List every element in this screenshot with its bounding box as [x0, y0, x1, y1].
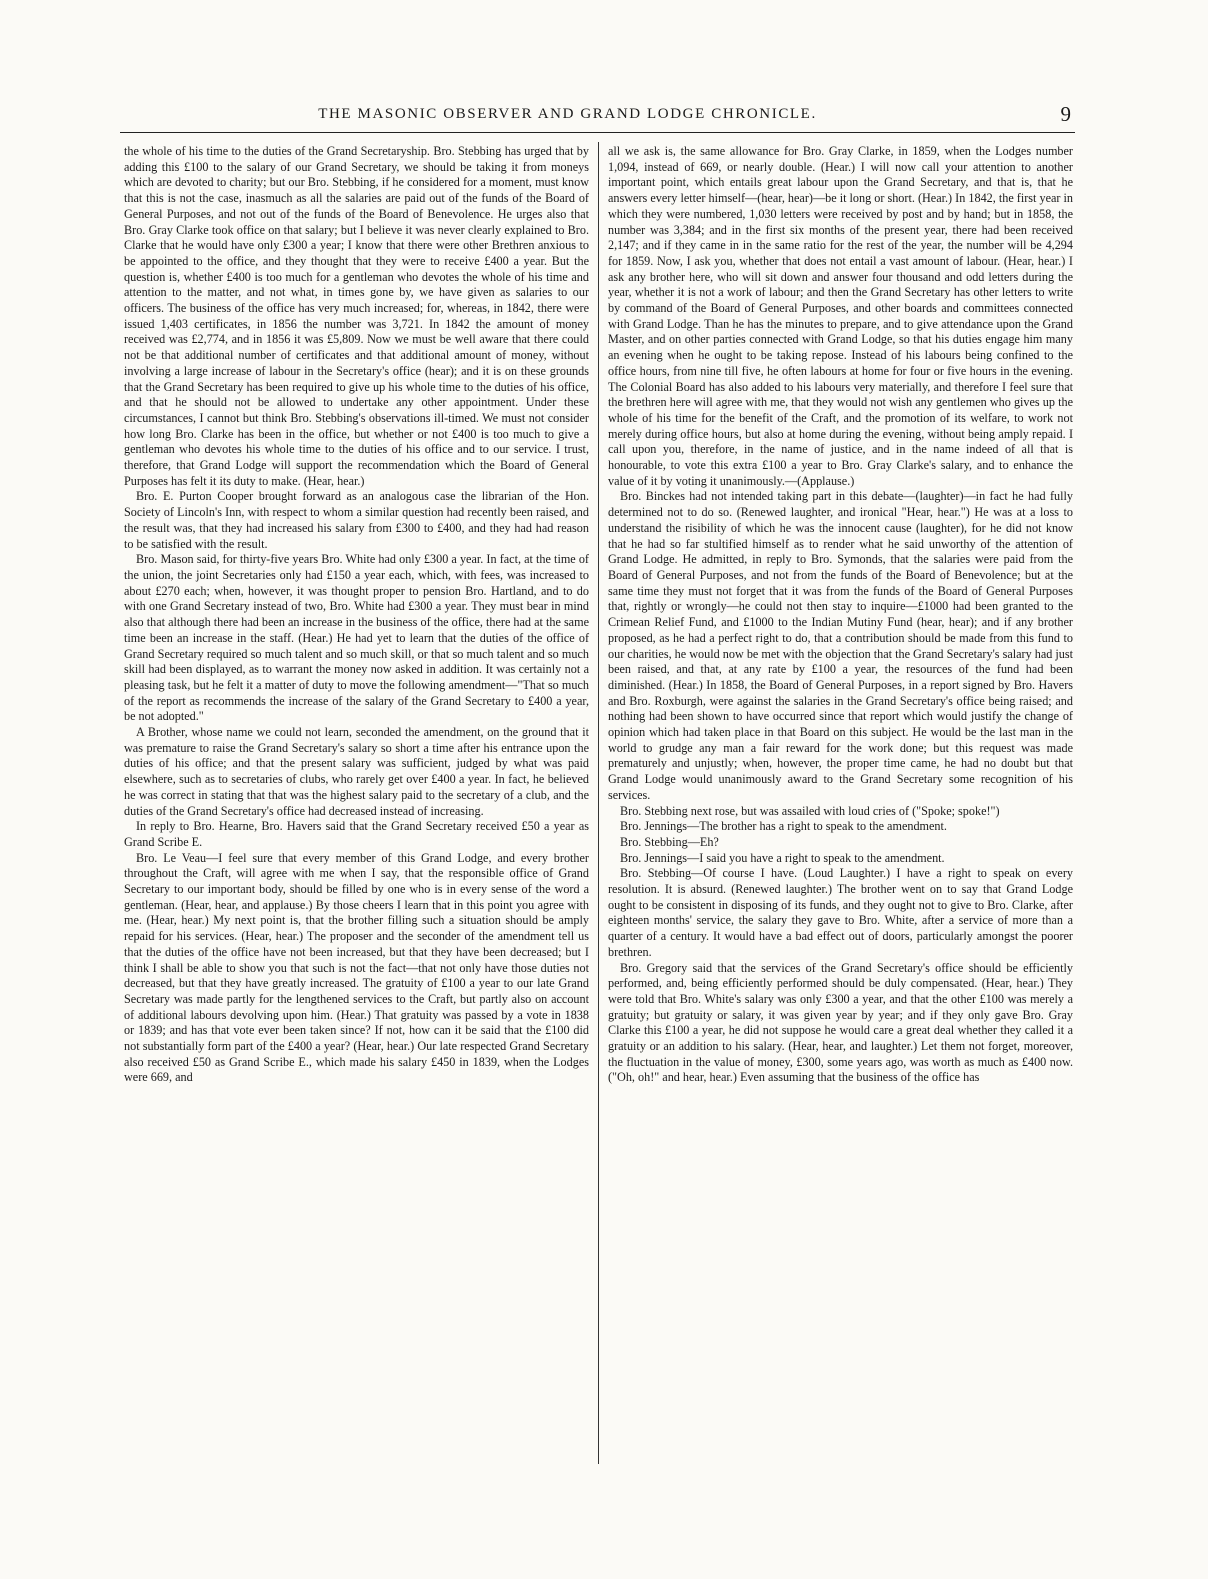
page-number: 9 [1060, 102, 1071, 126]
right-column [608, 144, 1073, 1086]
paragraph: Bro. Gregory said that the services of the Grand Secretary's office should be efficiently performed, and, being efficiently performed should be duly compensated. (Hear, hear.) They were told that Bro. White's salary was only £300 a year, and that the other £100 was merely a gratuity; but gratuity or salary, it was given year by year; and if they only gave Bro. Gray Clarke this £100 a year, he did not suppose he would care a great deal whether they called it a gratuity or an addition to his salary. (Hear, hear, and laughter.) Let them not forget, moreover, the fluctuation in the value of money, £300, some years ago, was worth as much as £400 now. ("Oh, oh!" and hear, hear.) Even assuming that the business of the office has [608, 960, 1073, 1085]
paragraph: Bro. Jennings—The brother has a right to speak to the amendment. [620, 819, 947, 834]
paragraph: Bro. E. Purton Cooper brought forward as an analogous case the librarian of the Hon. Society of Lincoln's Inn, with respect to whom a similar question had recently been raised, and the result was, that they had increased his salary from £300 to £400, and they had had reason to be satisfied with the result. [124, 489, 589, 551]
paragraph: Bro. Binckes had not intended taking part in this debate—(laughter)—in fact he had fully determined not to do so. (Renewed laughter, and ironical "Hear, hear.") He was at a loss to understand the risibility of which he was the innocent cause (laughter), for he did not know that he had so far stultified himself as to render what he said unworthy of the attention of Grand Lodge. He admitted, in reply to Bro. Symonds, that the salaries were paid from the Board of General Purposes, and not from the funds of the Board of Benevolence; but at the same time they must not forget that it was from the funds of the Board of General Purposes that, rightly or wrongly—he could not then stay to inquire—£1000 had been granted to the Crimean Relief Fund, and £1000 to the Indian Mutiny Fund (hear, hear); and if any brother proposed, as he had a perfect right to do, that a contribution should be made from this fund to our charities, he would now be met with the objection that the Grand Secretary's salary had just been raised, and that, at any rate by £100 a year, the resources of the fund had been diminished. (Hear.) In 1858, the Board of General Purposes, in a report signed by Bro. Havers and Bro. Roxburgh, were against the salaries in the Grand Secretary's office being raised; and nothing had been shown to have occurred since that report which would justify the change of opinion which had taken place in that Board on this subject. He would be the last man in the world to grudge any man a fair reward for the work done; but this request was made prematurely and unjustly; when, however, the proper time came, he had no doubt but that Grand Lodge would unanimously award to the Grand Secretary some recognition of his services. [608, 489, 1073, 802]
running-title: THE MASONIC OBSERVER AND GRAND LODGE CHRONICLE. [318, 106, 817, 122]
paragraph: Bro. Le Veau—I feel sure that every member of this Grand Lodge, and every brother throughout the Craft, will agree with me when I say, that the responsible office of Grand Secretary to our important body, should be filled by one who is in every sense of the word a gentleman. (Hear, hear, and applause.) By those cheers I learn that in this point you agree with me. (Hear, hear.) My next point is, that the brother filling such a situation should be amply repaid for his services. (Hear, hear.) The proposer and the seconder of the amendment tell us that the duties of the office have not been increased, but that they have been decreased; but I think I shall be able to show you that such is not the fact—that not only have those duties not decreased, but that they have greatly increased. The gratuity of £100 a year to our late Grand Secretary was made partly for the lengthened services to the Craft, but partly also on account of additional labours devolving upon him. (Hear.) That gratuity was passed by a vote in 1838 or 1839; and has that vote ever been taken since? If not, how can it be said that the £100 did not substantially form part of the £400 a year? (Hear, hear.) Our late respected Grand Secretary also received £50 as Grand Scribe E., which made his salary £450 in 1839, when the Lodges were 669, and [124, 850, 589, 1085]
header-rule [120, 132, 1075, 133]
column-divider [598, 142, 599, 1464]
paragraph: Bro. Mason said, for thirty-five years Bro. White had only £300 a year. In fact, at the time of the union, the joint Secretaries only had £150 a year each, which, with fees, was increased to about £270 each; when, however, it was thought proper to pension Bro. Hartland, and to do with one Grand Secretary instead of two, Bro. White had £300 a year. They must bear in mind also that although there had been an increase in the business of the office, there had at the same time been an increase in the staff. (Hear.) He had yet to learn that the duties of the office of Grand Secretary required so much talent and so much skill, or that so much talent and so much skill had been displayed, as to warrant the money now asked in addition. It was certainly not a pleasing task, but he felt it a matter of duty to move the following amendment—"That so much of the report as recommends the increase of the salary of the Grand Secretary to £400 a year, be not adopted." [124, 552, 589, 724]
left-column [124, 144, 589, 1086]
paragraph: the whole of his time to the duties of the Grand Secretaryship. Bro. Stebbing has urged that by adding this £100 to the salary of our Grand Secretary, we should be taking it from moneys which are devoted to charity; but our Bro. Stebbing, if he considered for a moment, must know that this is not the case, inasmuch as all the salaries are paid out of the funds of the Board of General Purposes, and not out of the funds of the Board of Benevolence. He urges also that Bro. Gray Clarke took office on that salary; but I believe it was never clearly explained to Bro. Clarke that he would have only £300 a year; I know that there were other Brethren anxious to be appointed to the office, and they thought that they were to receive £400 a year. But the question is, whether £400 is too much for a gentleman who devotes the whole of his time and attention to the matter, and not what, in times gone by, we have given as salaries to our officers. The business of the office has very much increased; for, whereas, in 1842, there were issued 1,403 certificates, in 1856 the number was 3,721. In 1842 the amount of money received was £2,774, and in 1856 it was £5,809. Now we must be well aware that there could not be that additional number of certificates and that additional amount of money, without involving a large increase of labour in the Secretary's office (hear); and it is on these grounds that the Grand Secretary has been required to give up his whole time to the duties of his office, and that he should not be allowed to undertake any other appointment. Under these circumstances, I cannot but think Bro. Stebbing's observations ill-timed. We must not consider how long Bro. Clarke has been in the office, but whether or not £400 is too much to give a gentleman who devotes his whole time to the duties of his office and to our service. I trust, therefore, that Grand Lodge will support the recommendation which the Board of General Purposes has felt it its duty to make. (Hear, hear.) [124, 144, 589, 488]
paragraph: Bro. Stebbing—Eh? [620, 834, 719, 849]
paragraph: Bro. Stebbing next rose, but was assailed with loud cries of ("Spoke; spoke!") [620, 803, 1000, 818]
paragraph: A Brother, whose name we could not learn, seconded the amendment, on the ground that it was premature to raise the Grand Secretary's salary so short a time after his entrance upon the duties of his office; and that the present salary was sufficient, judged by what was paid elsewhere, such as to secretaries of clubs, who rarely get over £400 a year. In fact, he believed he was correct in stating that that was the highest salary paid to the secretary of a club, and the duties of the Grand Secretary's office had decreased instead of increasing. [124, 725, 589, 818]
page-header [120, 104, 1075, 130]
paragraph: Bro. Jennings—I said you have a right to speak to the amendment. [620, 850, 945, 865]
paragraph: Bro. Stebbing—Of course I have. (Loud Laughter.) I have a right to speak on every resolution. It is absurd. (Renewed laughter.) The brother went on to say that Grand Lodge ought to be consistent in disposing of its funds, and they ought not to give to Bro. Clarke, after eighteen months' service, the salary they gave to Bro. White, after a service of more than a quarter of a century. It would have a bad effect out of doors, particularly amongst the poorer brethren. [608, 866, 1073, 959]
paragraph: In reply to Bro. Hearne, Bro. Havers said that the Grand Secretary received £50 a year as Grand Scribe E. [124, 819, 589, 849]
paragraph: all we ask is, the same allowance for Bro. Gray Clarke, in 1859, when the Lodges number 1,094, instead of 669, or nearly double. (Hear.) I will now call your attention to another important point, which entails great labour upon the Grand Secretary, and that is, that he answers every letter himself—(hear, hear)—be it long or short. (Hear.) In 1842, the first year in which they were numbered, 1,030 letters were received by post and by hand; but in 1858, the number was 3,384; and in the first six months of the present year, there had been received 2,147; and if they came in in the same ratio for the rest of the year, the number will be 4,294 for 1859. Now, I ask you, whether that does not entail a vast amount of labour. (Hear, hear.) I ask any brother here, who will sit down and answer four thousand and odd letters during the year, whether it is not a work of labour; and then the Grand Secretary has other letters to write by command of the Board of General Purposes, and other boards and committees connected with Grand Lodge. Than he has the minutes to prepare, and to give attendance upon the Grand Master, and on other parties connected with Grand Lodge, so that his duties engage him many an evening when he ought to be taking repose. Instead of his labours being confined to the office hours, from nine till five, he often labours at home for four or five hours in the evening. The Colonial Board has also added to his labours very materially, and therefore I feel sure that the brethren here will agree with me, that they would not wish any gentlemen who gives up the whole of his time for the benefit of the Craft, and the promotion of its welfare, to work not merely during office hours, but also at home during the evening, without being amply repaid. I call upon you, therefore, in the name of justice, and in the name indeed of all that is honourable, to vote this extra £100 a year to Bro. Gray Clarke's salary, and to enhance the value of it by voting it unanimously.—(Applause.) [608, 144, 1073, 488]
